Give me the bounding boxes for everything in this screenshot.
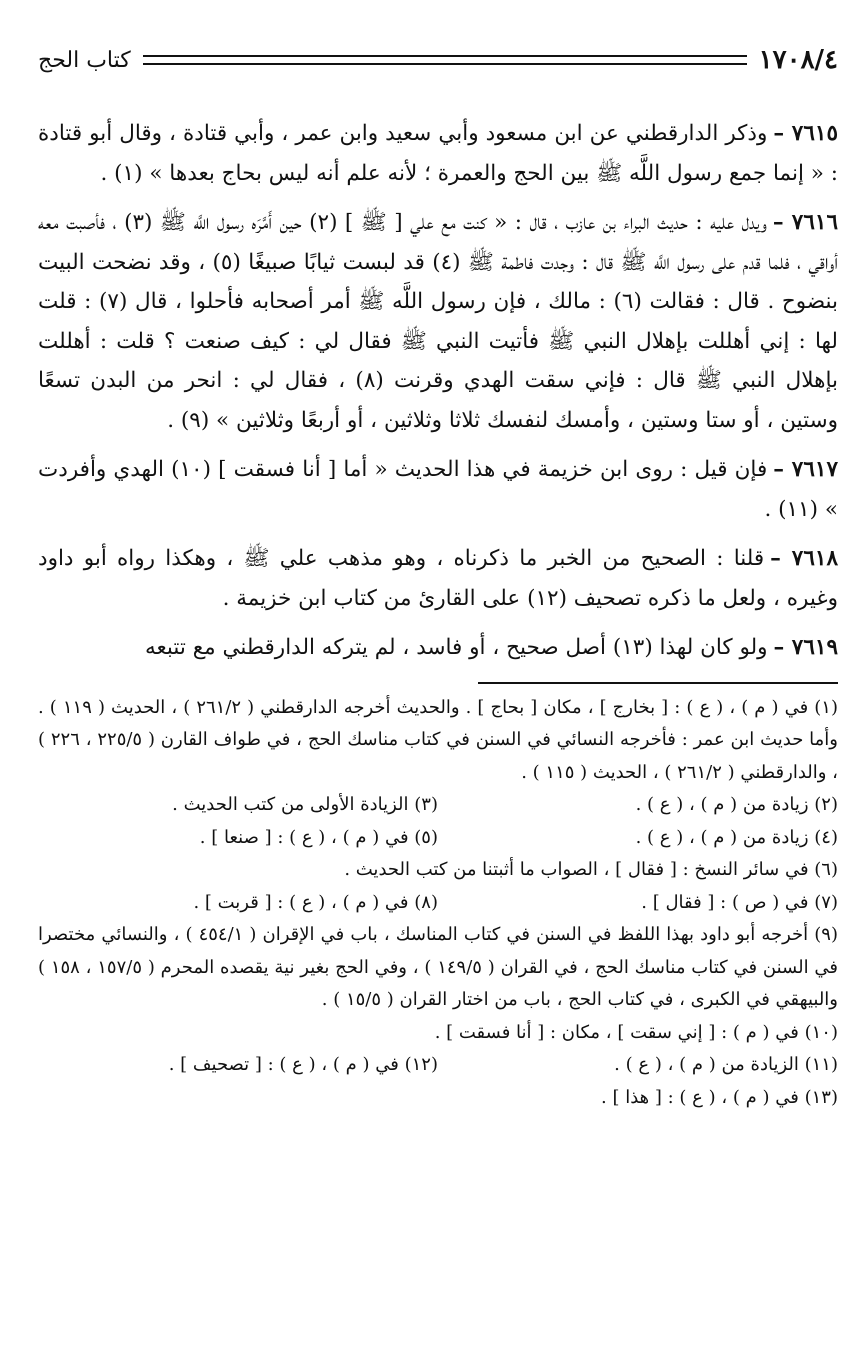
paragraph-7617 — [38, 450, 838, 529]
footnote-7: (٧) في ( ص ) : [ فقال ] . — [641, 891, 838, 913]
paragraph-7619 — [38, 628, 838, 668]
footnote-separator — [478, 682, 838, 684]
footnote-row — [38, 887, 838, 920]
footnote-11: (١١) الزيادة من ( م ) ، ( ع ) . — [614, 1054, 838, 1075]
footnote-row — [38, 789, 838, 822]
footnote-2: (٢) زيادة من ( م ) ، ( ع ) . — [635, 794, 838, 815]
paragraph-number: ٧٦١٩ – — [773, 635, 838, 660]
footnote-6: (٦) في سائر النسخ : [ فقال ] ، الصواب ما أثبتنا من كتب الحديث . — [344, 859, 838, 880]
footnote-3: (٣) الزيادة الأولى من كتب الحديث . — [172, 794, 438, 815]
footnote-9: (٩) أخرجه أبو داود بهذا اللفظ في السنن في كتاب المناسك ، باب في الإقران ( ٤٥٤/١ ) ، والنسائي مختصرا في السنن في كتاب مناسك الحج ، في القران ( ١٤٩/٥ ) ، وفي الحج بغير نية يقصده المحرم ( ١٥٧/٥ ، ١٥٨ ) والبيهقي في الكبرى ، في كتاب الحج ، باب من اختار القران ( ١٥/٥ ) . — [38, 924, 838, 1010]
footnote-1: (١) في ( م ) ، ( ع ) : [ بخارج ] ، مكان [ بحاج ] . والحديث أخرجه الدارقطني ( ٢٦١/٢ ) ، الحديث ( ١١٩ ) . وأما حديث ابن عمر : فأخرجه النسائي في السنن في كتاب مناسك الحج ، في طواف القارن ( ٢٢٥/٥ ، ٢٢٦ ) ، والدارقطني ( ٢٦١/٢ ) ، الحديث ( ١١٥ ) . — [38, 696, 838, 783]
paragraph-7615 — [38, 114, 838, 193]
footnote-row — [38, 1049, 838, 1082]
footnote-12: (١٢) في ( م ) ، ( ع ) : [ تصحيف ] . — [168, 1054, 438, 1075]
main-text — [38, 114, 838, 668]
footnote-5: (٥) في ( م ) ، ( ع ) : [ صنعا ] . — [199, 826, 438, 848]
footnote-13: (١٣) في ( م ) ، ( ع ) : [ هذا ] . — [601, 1086, 838, 1108]
paragraph-number: ٧٦١٧ – — [773, 457, 838, 482]
paragraph-number: ٧٦١٨ – — [770, 546, 838, 571]
header-rule — [143, 55, 747, 65]
footnote-8: (٨) في ( م ) ، ( ع ) : [ قربت ] . — [193, 891, 438, 913]
footnote-10: (١٠) في ( م ) : [ إني سقت ] ، مكان : [ أنا فسقت ] . — [434, 1021, 838, 1043]
paragraph-number: ٧٦١٥ – — [773, 121, 838, 146]
page — [38, 30, 838, 1114]
page-number: ١٧٠٨/٤ — [758, 45, 838, 75]
footnote-row — [38, 822, 838, 855]
book-title: كتاب الحج — [38, 47, 131, 73]
footnote-4: (٤) زيادة من ( م ) ، ( ع ) . — [635, 826, 838, 848]
paragraph-7616 — [38, 203, 838, 440]
paragraph-number: ٧٦١٦ – — [772, 210, 838, 235]
paragraph-text: وذكر الدارقطني عن ابن مسعود وأبي سعيد وابن عمر ، وأبي قتادة ، وقال أبو قتادة : « إنما جمع رسول اللَّه ﷺ بين الحج والعمرة ؛ لأنه علم أنه ليس بحاج بعدها » (١) . — [38, 121, 838, 186]
paragraph-text: فإن قيل : روى ابن خزيمة في هذا الحديث « أما [ أنا فسقت ] (١٠) الهدي وأفردت » (١١) . — [38, 457, 838, 522]
paragraph-7618 — [38, 539, 838, 618]
page-header — [38, 30, 838, 90]
paragraph-text: ولو كان لهذا (١٣) أصل صحيح ، أو فاسد ، لم يتركه الدارقطني مع تتبعه — [145, 635, 768, 660]
footnotes — [38, 692, 838, 1115]
paragraph-text: قلنا : الصحيح من الخبر ما ذكرناه ، وهو مذهب علي ﷺ ، وهكذا رواه أبو داود وغيره ، ولعل ما ذكره تصحيف (١٢) على القارئ من كتاب ابن خزيمة . — [38, 546, 838, 611]
paragraph-text: ويدل عليه : حديث البراء بن عازب ، قال : « كنت مع علي [ ﷺ ] (٢) حين أَمَّرَه رسول اللَّه ﷺ (٣) ، فأصبت معه أواقي ، فلما قدم على رسول اللَّه ﷺ قال : وجدت فاطمة ﷺ (٤) قد لبست ثيابًا صبيغًا (٥) ، وقد نضحت البيت بنضوح . قال : فقالت (٦) : مالك ، فإن رسول اللَّه ﷺ أمر أصحابه فأحلوا ، قال (٧) : قلت لها : إني أهللت بإهلال النبي ﷺ فأتيت النبي ﷺ فقال لي : كيف صنعت ؟ قلت : أهللت بإهلال النبي ﷺ قال : فإني سقت الهدي وقرنت (٨) ، فقال لي : انحر من البدن تسعًا وستين ، أو ستا وستين ، وأمسك لنفسك ثلاثا وثلاثين ، أو أربعًا وثلاثين » (٩) . — [38, 210, 839, 433]
